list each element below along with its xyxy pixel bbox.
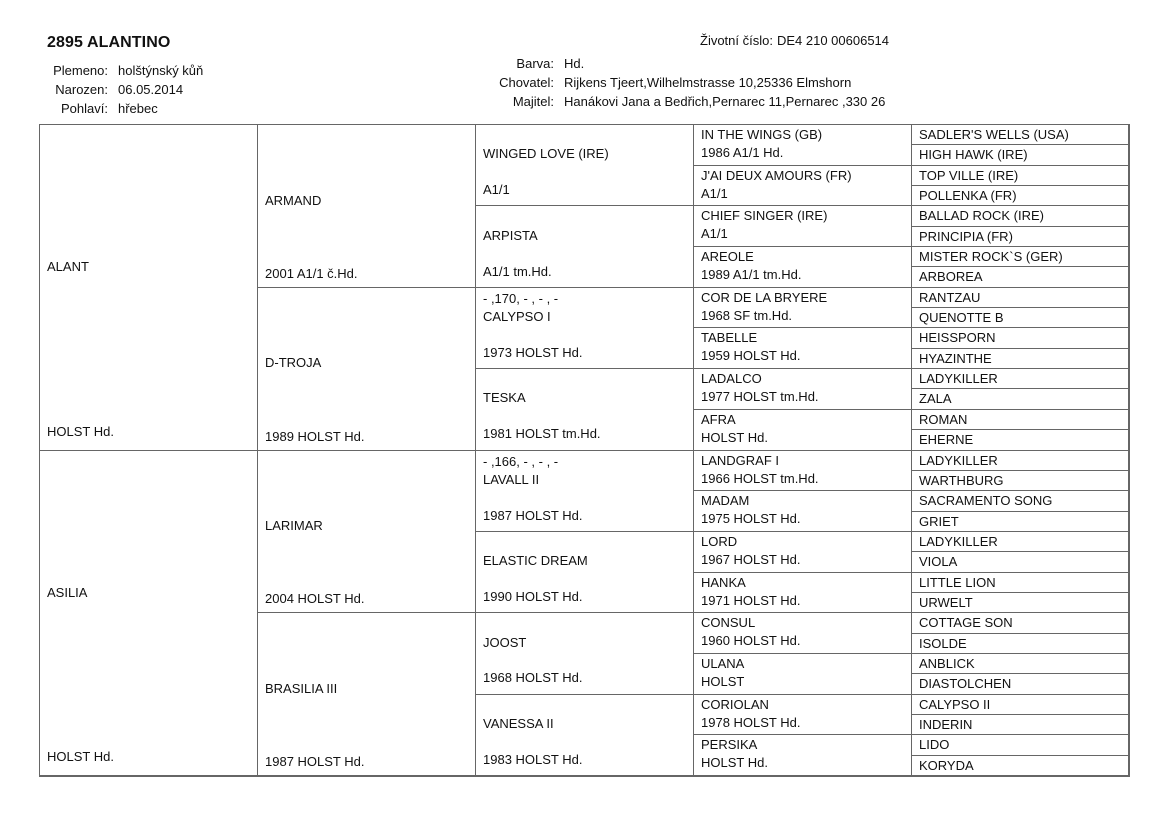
ancestor-name: SACRAMENTO SONG bbox=[919, 493, 1053, 509]
pedigree-cell-gen4 bbox=[694, 410, 912, 451]
ancestor-name: INDERIN bbox=[919, 716, 973, 732]
ancestor-name: LORD bbox=[701, 533, 738, 549]
ancestor-name: LARIMAR bbox=[265, 518, 323, 534]
ancestor-info: A1/1 bbox=[483, 182, 510, 198]
ancestor-name: MADAM bbox=[701, 493, 750, 509]
ancestor-name: ISOLDE bbox=[919, 635, 967, 651]
ancestor-name: AREOLE bbox=[701, 249, 754, 265]
pedigree-cell-gen5 bbox=[912, 206, 1129, 226]
sex-value: hřebec bbox=[118, 101, 158, 116]
ancestor-name: CORIOLAN bbox=[701, 696, 769, 712]
color-label: Barva: bbox=[516, 56, 554, 71]
pedigree-cell-gen4 bbox=[694, 206, 912, 247]
breed-value: holštýnský kůň bbox=[118, 63, 204, 78]
pedigree-cell-gen5 bbox=[912, 634, 1129, 654]
ancestor-name: VIOLA bbox=[919, 554, 958, 570]
pedigree-cell-gen4 bbox=[694, 613, 912, 654]
ancestor-info: A1/1 bbox=[701, 185, 728, 201]
breeder-value: Rijkens Tjeert,Wilhelmstrasse 10,25336 Elmshorn bbox=[564, 75, 852, 90]
ancestor-name: JOOST bbox=[483, 634, 527, 650]
pedigree-cell-gen4 bbox=[694, 125, 912, 166]
ancestor-name: ARPISTA bbox=[483, 227, 538, 243]
ancestor-info: 1978 HOLST Hd. bbox=[701, 714, 801, 730]
ancestor-name: ELASTIC DREAM bbox=[483, 553, 588, 569]
pedigree-cell-gen5 bbox=[912, 247, 1129, 267]
ancestor-info: HOLST Hd. bbox=[47, 423, 114, 439]
ancestor-info: HOLST bbox=[701, 673, 745, 689]
pedigree-cell-gen2 bbox=[258, 288, 476, 451]
ancestor-info: 1973 HOLST Hd. bbox=[483, 344, 583, 360]
pedigree-cell-gen5 bbox=[912, 288, 1129, 308]
pedigree-cell-gen3 bbox=[476, 451, 694, 532]
ancestor-info: 1975 HOLST Hd. bbox=[701, 511, 801, 527]
pedigree-cell-gen4 bbox=[694, 532, 912, 573]
breed-row bbox=[40, 61, 203, 80]
ancestor-name: VANESSA II bbox=[483, 715, 554, 731]
pedigree-cell-gen5 bbox=[912, 512, 1129, 532]
ancestor-name: POLLENKA (FR) bbox=[919, 188, 1017, 204]
pedigree-cell-gen4 bbox=[694, 573, 912, 614]
pedigree-cell-gen3 bbox=[476, 125, 694, 206]
ancestor-name: CALYPSO I bbox=[483, 309, 551, 325]
ancestor-name: LAVALL II bbox=[483, 471, 540, 487]
ancestor-info: 1990 HOLST Hd. bbox=[483, 589, 583, 605]
ancestor-info: 1971 HOLST Hd. bbox=[701, 592, 801, 608]
ancestor-name: ARMAND bbox=[265, 192, 322, 208]
pedigree-cell-gen4 bbox=[694, 735, 912, 776]
ancestor-info: 1959 HOLST Hd. bbox=[701, 348, 801, 364]
pedigree-cell-gen4 bbox=[694, 166, 912, 207]
life-number-value: DE4 210 00606514 bbox=[776, 33, 890, 48]
ancestor-name: MISTER ROCK`S (GER) bbox=[919, 249, 1063, 265]
ancestor-name: BRASILIA III bbox=[265, 680, 338, 696]
ancestor-name: ANBLICK bbox=[919, 655, 975, 671]
ancestor-name: URWELT bbox=[919, 594, 973, 610]
owner-value: Hanákovi Jana a Bedřich,Pernarec 11,Pernarec ,330 26 bbox=[564, 94, 886, 109]
ancestor-name: LIDO bbox=[919, 737, 950, 753]
page-title: 2895 ALANTINO bbox=[47, 34, 171, 51]
ancestor-name: J'AI DEUX AMOURS (FR) bbox=[701, 167, 852, 183]
ancestor-name: PRINCIPIA (FR) bbox=[919, 228, 1013, 244]
pedigree-cell-gen5 bbox=[912, 491, 1129, 511]
ancestor-info: 1987 HOLST Hd. bbox=[265, 754, 365, 770]
ancestor-name: ALANT bbox=[47, 259, 89, 275]
pedigree-cell-gen5 bbox=[912, 389, 1129, 409]
pedigree-cell-gen2 bbox=[258, 125, 476, 288]
pedigree-cell-gen4 bbox=[694, 328, 912, 369]
pedigree-cell-gen3 bbox=[476, 288, 694, 369]
ancestor-info: 1977 HOLST tm.Hd. bbox=[701, 389, 819, 405]
ancestor-name: ROMAN bbox=[919, 411, 968, 427]
life-number bbox=[700, 33, 889, 48]
sex-row bbox=[40, 99, 203, 118]
ancestor-info: 1968 HOLST Hd. bbox=[483, 670, 583, 686]
ancestor-info: A1/1 bbox=[701, 226, 728, 242]
pedigree-cell-gen5 bbox=[912, 735, 1129, 755]
pedigree-cell-gen4 bbox=[694, 247, 912, 288]
pedigree-cell-gen5 bbox=[912, 186, 1129, 206]
ancestor-name: LADYKILLER bbox=[919, 533, 998, 549]
pedigree-cell-gen5 bbox=[912, 674, 1129, 694]
ancestor-name: LITTLE LION bbox=[919, 574, 996, 590]
ancestor-name: HYAZINTHE bbox=[919, 350, 992, 366]
owner-details bbox=[470, 54, 885, 111]
ancestor-name: CALYPSO II bbox=[919, 696, 991, 712]
pedigree-cell-gen5 bbox=[912, 308, 1129, 328]
birth-date-row bbox=[40, 80, 203, 99]
ancestor-name: RANTZAU bbox=[919, 289, 981, 305]
ancestor-info: 1981 HOLST tm.Hd. bbox=[483, 426, 601, 442]
ancestor-name: COTTAGE SON bbox=[919, 615, 1013, 631]
ancestor-name: IN THE WINGS (GB) bbox=[701, 127, 823, 142]
pedigree-cell-gen3 bbox=[476, 369, 694, 450]
ancestor-info: 1983 HOLST Hd. bbox=[483, 751, 583, 767]
pedigree-cell-gen5 bbox=[912, 654, 1129, 674]
ancestor-name: TOP VILLE (IRE) bbox=[919, 167, 1019, 183]
ancestor-name: SADLER'S WELLS (USA) bbox=[919, 127, 1069, 142]
breed-label: Plemeno: bbox=[53, 63, 108, 78]
color-value: Hd. bbox=[564, 56, 585, 71]
owner-label: Majitel: bbox=[512, 94, 554, 109]
pedigree-cell-gen5 bbox=[912, 715, 1129, 735]
ancestor-name: TABELLE bbox=[701, 330, 758, 346]
pedigree-cell-gen5 bbox=[912, 349, 1129, 369]
birth-date-label: Narozen: bbox=[55, 82, 108, 97]
ancestor-info: HOLST Hd. bbox=[701, 755, 768, 771]
pedigree-cell-gen2 bbox=[258, 451, 476, 614]
ancestor-info: 1966 HOLST tm.Hd. bbox=[701, 470, 819, 486]
pedigree-cell-gen5 bbox=[912, 756, 1129, 776]
ancestor-name: GRIET bbox=[919, 513, 959, 529]
ancestor-info: HOLST Hd. bbox=[701, 429, 768, 445]
pedigree-cell-gen3 bbox=[476, 532, 694, 613]
pedigree-cell-gen5 bbox=[912, 573, 1129, 593]
ancestor-info: 2004 HOLST Hd. bbox=[265, 591, 365, 607]
ancestor-name: CONSUL bbox=[701, 615, 756, 631]
ancestor-name: WINGED LOVE (IRE) bbox=[483, 146, 609, 162]
ancestor-info: 1986 A1/1 Hd. bbox=[701, 145, 784, 160]
ancestor-info: 1989 A1/1 tm.Hd. bbox=[701, 267, 802, 283]
pedigree-cell-gen5 bbox=[912, 328, 1129, 348]
ancestor-name: ASILIA bbox=[47, 584, 88, 600]
pedigree-cell-gen4 bbox=[694, 491, 912, 532]
color-row bbox=[470, 54, 885, 73]
ancestor-name: LANDGRAF I bbox=[701, 452, 780, 468]
ancestor-name: LADALCO bbox=[701, 371, 762, 387]
owner-row bbox=[470, 92, 885, 111]
breeder-row bbox=[470, 73, 885, 92]
pedigree-cell-gen1 bbox=[40, 451, 258, 777]
ancestor-name: KORYDA bbox=[919, 757, 974, 773]
pedigree-cell-gen3 bbox=[476, 695, 694, 776]
ancestor-info: A1/1 tm.Hd. bbox=[483, 263, 552, 279]
ancestor-name: HANKA bbox=[701, 574, 746, 590]
ancestor-name: ULANA bbox=[701, 655, 745, 671]
pedigree-cell-gen4 bbox=[694, 654, 912, 695]
ancestor-info: 1989 HOLST Hd. bbox=[265, 428, 365, 444]
pedigree-cell-gen5 bbox=[912, 695, 1129, 715]
pedigree-cell-gen5 bbox=[912, 145, 1129, 165]
pedigree-cell-gen4 bbox=[694, 695, 912, 736]
pedigree-cell-gen5 bbox=[912, 552, 1129, 572]
ancestor-name: TESKA bbox=[483, 390, 526, 406]
pedigree-cell-gen3 bbox=[476, 206, 694, 287]
pedigree-cell-gen4 bbox=[694, 288, 912, 329]
ancestor-name: LADYKILLER bbox=[919, 452, 998, 468]
ancestor-name: QUENOTTE B bbox=[919, 310, 1004, 326]
breeder-label: Chovatel: bbox=[499, 75, 554, 90]
sex-label: Pohlaví: bbox=[61, 101, 108, 116]
ancestor-name: BALLAD ROCK (IRE) bbox=[919, 208, 1044, 224]
ancestor-name: PERSIKA bbox=[701, 737, 758, 753]
pedigree-cell-gen5 bbox=[912, 593, 1129, 613]
ancestor-name: HIGH HAWK (IRE) bbox=[919, 147, 1028, 163]
pedigree-cell-gen4 bbox=[694, 451, 912, 492]
ancestor-info: 1960 HOLST Hd. bbox=[701, 633, 801, 649]
pedigree-cell-gen5 bbox=[912, 410, 1129, 430]
ancestor-name: DIASTOLCHEN bbox=[919, 676, 1012, 692]
pedigree-cell-gen4 bbox=[694, 369, 912, 410]
ancestor-name: ARBOREA bbox=[919, 269, 983, 285]
birth-date-value: 06.05.2014 bbox=[118, 82, 184, 97]
ancestor-measurements: - ,170, - , - , - bbox=[483, 290, 559, 306]
pedigree-cell-gen5 bbox=[912, 227, 1129, 247]
pedigree-cell-gen5 bbox=[912, 166, 1129, 186]
pedigree-cell-gen5 bbox=[912, 125, 1129, 145]
pedigree-cell-gen5 bbox=[912, 267, 1129, 287]
ancestor-name: WARTHBURG bbox=[919, 472, 1004, 488]
pedigree-cell-gen5 bbox=[912, 613, 1129, 633]
ancestor-name: LADYKILLER bbox=[919, 371, 998, 387]
pedigree-cell-gen5 bbox=[912, 451, 1129, 471]
ancestor-name: EHERNE bbox=[919, 432, 974, 448]
ancestor-info: 1967 HOLST Hd. bbox=[701, 551, 801, 567]
pedigree-cell-gen5 bbox=[912, 532, 1129, 552]
horse-details bbox=[40, 61, 203, 118]
ancestor-name: ZALA bbox=[919, 391, 952, 407]
pedigree-cell-gen3 bbox=[476, 613, 694, 694]
pedigree-cell-gen5 bbox=[912, 369, 1129, 389]
ancestor-info: 1987 HOLST Hd. bbox=[483, 507, 583, 523]
ancestor-info: HOLST Hd. bbox=[47, 749, 114, 765]
ancestor-name: HEISSPORN bbox=[919, 330, 996, 346]
pedigree-cell-gen5 bbox=[912, 471, 1129, 491]
ancestor-name: D-TROJA bbox=[265, 355, 322, 371]
pedigree-cell-gen5 bbox=[912, 430, 1129, 450]
ancestor-name: COR DE LA BRYERE bbox=[701, 289, 828, 305]
ancestor-name: AFRA bbox=[701, 411, 736, 427]
pedigree-cell-gen2 bbox=[258, 613, 476, 776]
ancestor-measurements: - ,166, - , - , - bbox=[483, 453, 559, 469]
ancestor-name: CHIEF SINGER (IRE) bbox=[701, 208, 828, 224]
pedigree-cell-gen1 bbox=[40, 125, 258, 451]
pedigree-table bbox=[39, 124, 1130, 777]
life-number-label: Životní číslo: bbox=[700, 33, 773, 48]
ancestor-info: 2001 A1/1 č.Hd. bbox=[265, 265, 358, 281]
ancestor-info: 1968 SF tm.Hd. bbox=[701, 307, 793, 323]
